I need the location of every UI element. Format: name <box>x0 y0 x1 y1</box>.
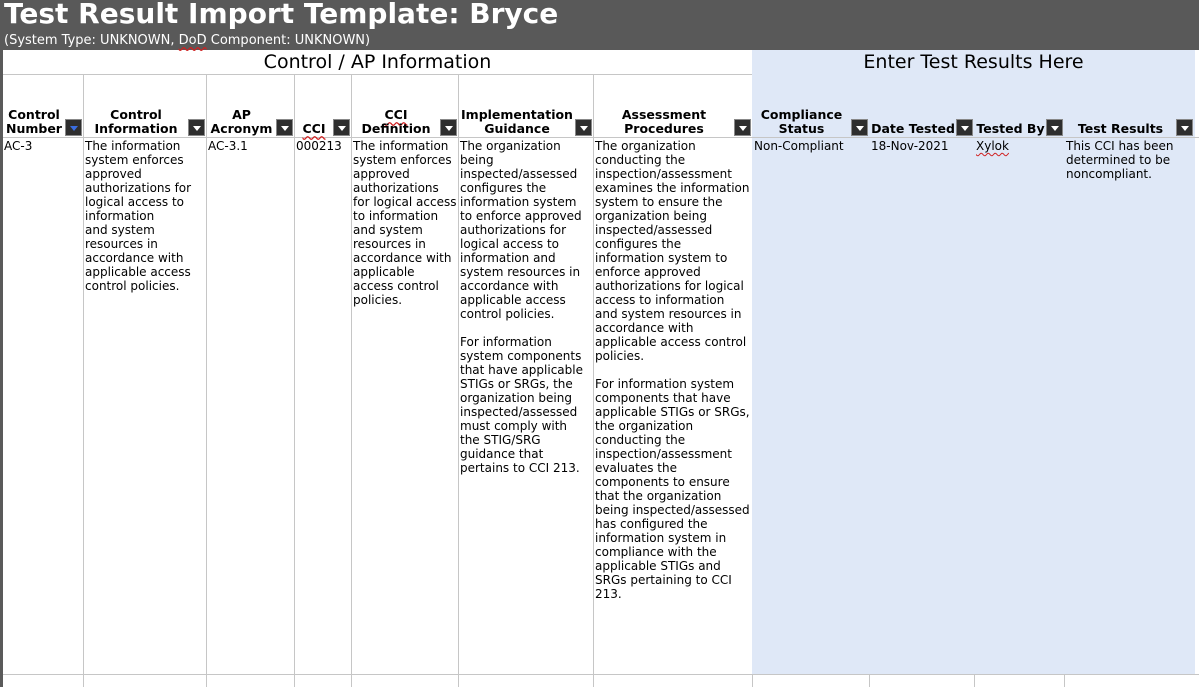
cell-tested-by[interactable]: Xylok <box>976 139 1009 153</box>
section-enter-test-results: Enter Test Results Here <box>863 51 1084 73</box>
grid-line <box>974 674 975 687</box>
grid-line <box>1064 674 1065 687</box>
header-compliance-status[interactable]: Compliance Status <box>760 107 843 136</box>
cell-control-number[interactable]: AC-3 <box>4 139 33 153</box>
filter-dropdown-icon[interactable] <box>65 119 82 136</box>
grid-line <box>458 74 459 687</box>
header-test-results[interactable]: Test Results <box>1077 121 1164 136</box>
subtitle-dod: DoD <box>178 33 207 48</box>
header-control-information[interactable]: Control Information <box>94 107 178 136</box>
header-cci[interactable]: CCI <box>302 121 326 136</box>
cell-ap-acronym[interactable]: AC-3.1 <box>208 139 248 153</box>
filter-dropdown-icon[interactable] <box>1176 119 1193 136</box>
grid-line <box>351 74 352 687</box>
filter-dropdown-icon[interactable] <box>734 119 751 136</box>
grid-line <box>3 674 1199 675</box>
cell-control-information[interactable]: The information system enforces approved authorizations for logical access to information and system resources in accordance with applicable access control policies. <box>85 139 192 293</box>
header-ap-acronym[interactable]: AP Acronym <box>210 107 273 136</box>
section-control-ap-information: Control / AP Information <box>263 51 492 73</box>
filter-dropdown-icon[interactable] <box>851 119 868 136</box>
header-date-tested[interactable]: Date Tested <box>871 121 955 136</box>
filter-dropdown-icon[interactable] <box>188 119 205 136</box>
grid-line <box>3 74 752 75</box>
header-tested-by[interactable]: Tested By <box>976 121 1045 136</box>
header-assessment-procedures[interactable]: Assessment Procedures <box>621 107 707 136</box>
filter-dropdown-icon[interactable] <box>1046 119 1063 136</box>
sheet-left-edge <box>0 0 3 687</box>
grid-line <box>206 74 207 687</box>
header-implementation-guidance[interactable]: Implementation Guidance <box>461 107 573 136</box>
header-cci-definition[interactable]: CCI Definition <box>361 107 431 136</box>
cell-cci[interactable]: 000213 <box>296 139 342 153</box>
page-title: Test Result Import Template: Bryce <box>4 0 559 30</box>
cell-implementation-guidance[interactable]: The organization being inspected/assessed configures the information system to enforce approved authorizations for logical access to information and system resources in accordance with applicable access control policies. For information system components that have applicable STIGs or SRGs, the organization being inspected/assessed must comply with the STIG/SRG guidance that pertains to CCI 213. <box>460 139 583 475</box>
cell-cci-definition[interactable]: The information system enforces approved authorizations for logical access to information and system resources in accordance with applicable access control policies. <box>353 139 457 307</box>
grid-line <box>83 74 84 687</box>
subtitle-suffix: Component: UNKNOWN) <box>206 33 371 48</box>
filter-dropdown-icon[interactable] <box>440 119 457 136</box>
cell-assessment-procedures[interactable]: The organization conducting the inspection/assessment examines the information system to ensure the organization being inspected/assessed configures the information system to enforce approved authorizations for logical access to information and system resources in accordance with applicable access control policies. For information system components that have applicable STIGs or SRGs, the organization conducting the inspection/assessment evaluates the components to ensure that the organization being inspected/assessed has configured the information system in compliance with the applicable STIGs and SRGs pertaining to CCI 213. <box>595 139 750 601</box>
title-band <box>0 0 1199 50</box>
cell-compliance-status[interactable]: Non-Compliant <box>754 139 844 153</box>
grid-line <box>752 674 753 687</box>
filter-dropdown-icon[interactable] <box>575 119 592 136</box>
cell-test-results[interactable]: This CCI has been determined to be noncompliant. <box>1066 139 1174 181</box>
filter-dropdown-icon[interactable] <box>956 119 973 136</box>
filter-dropdown-icon[interactable] <box>333 119 350 136</box>
grid-line <box>294 74 295 687</box>
grid-line <box>593 74 594 687</box>
filter-dropdown-icon[interactable] <box>276 119 293 136</box>
cell-date-tested[interactable]: 18-Nov-2021 <box>871 139 949 153</box>
page-subtitle <box>4 33 370 48</box>
grid-line <box>869 674 870 687</box>
header-control-number[interactable]: Control Number <box>6 107 62 136</box>
subtitle-prefix: (System Type: UNKNOWN, <box>4 33 179 48</box>
